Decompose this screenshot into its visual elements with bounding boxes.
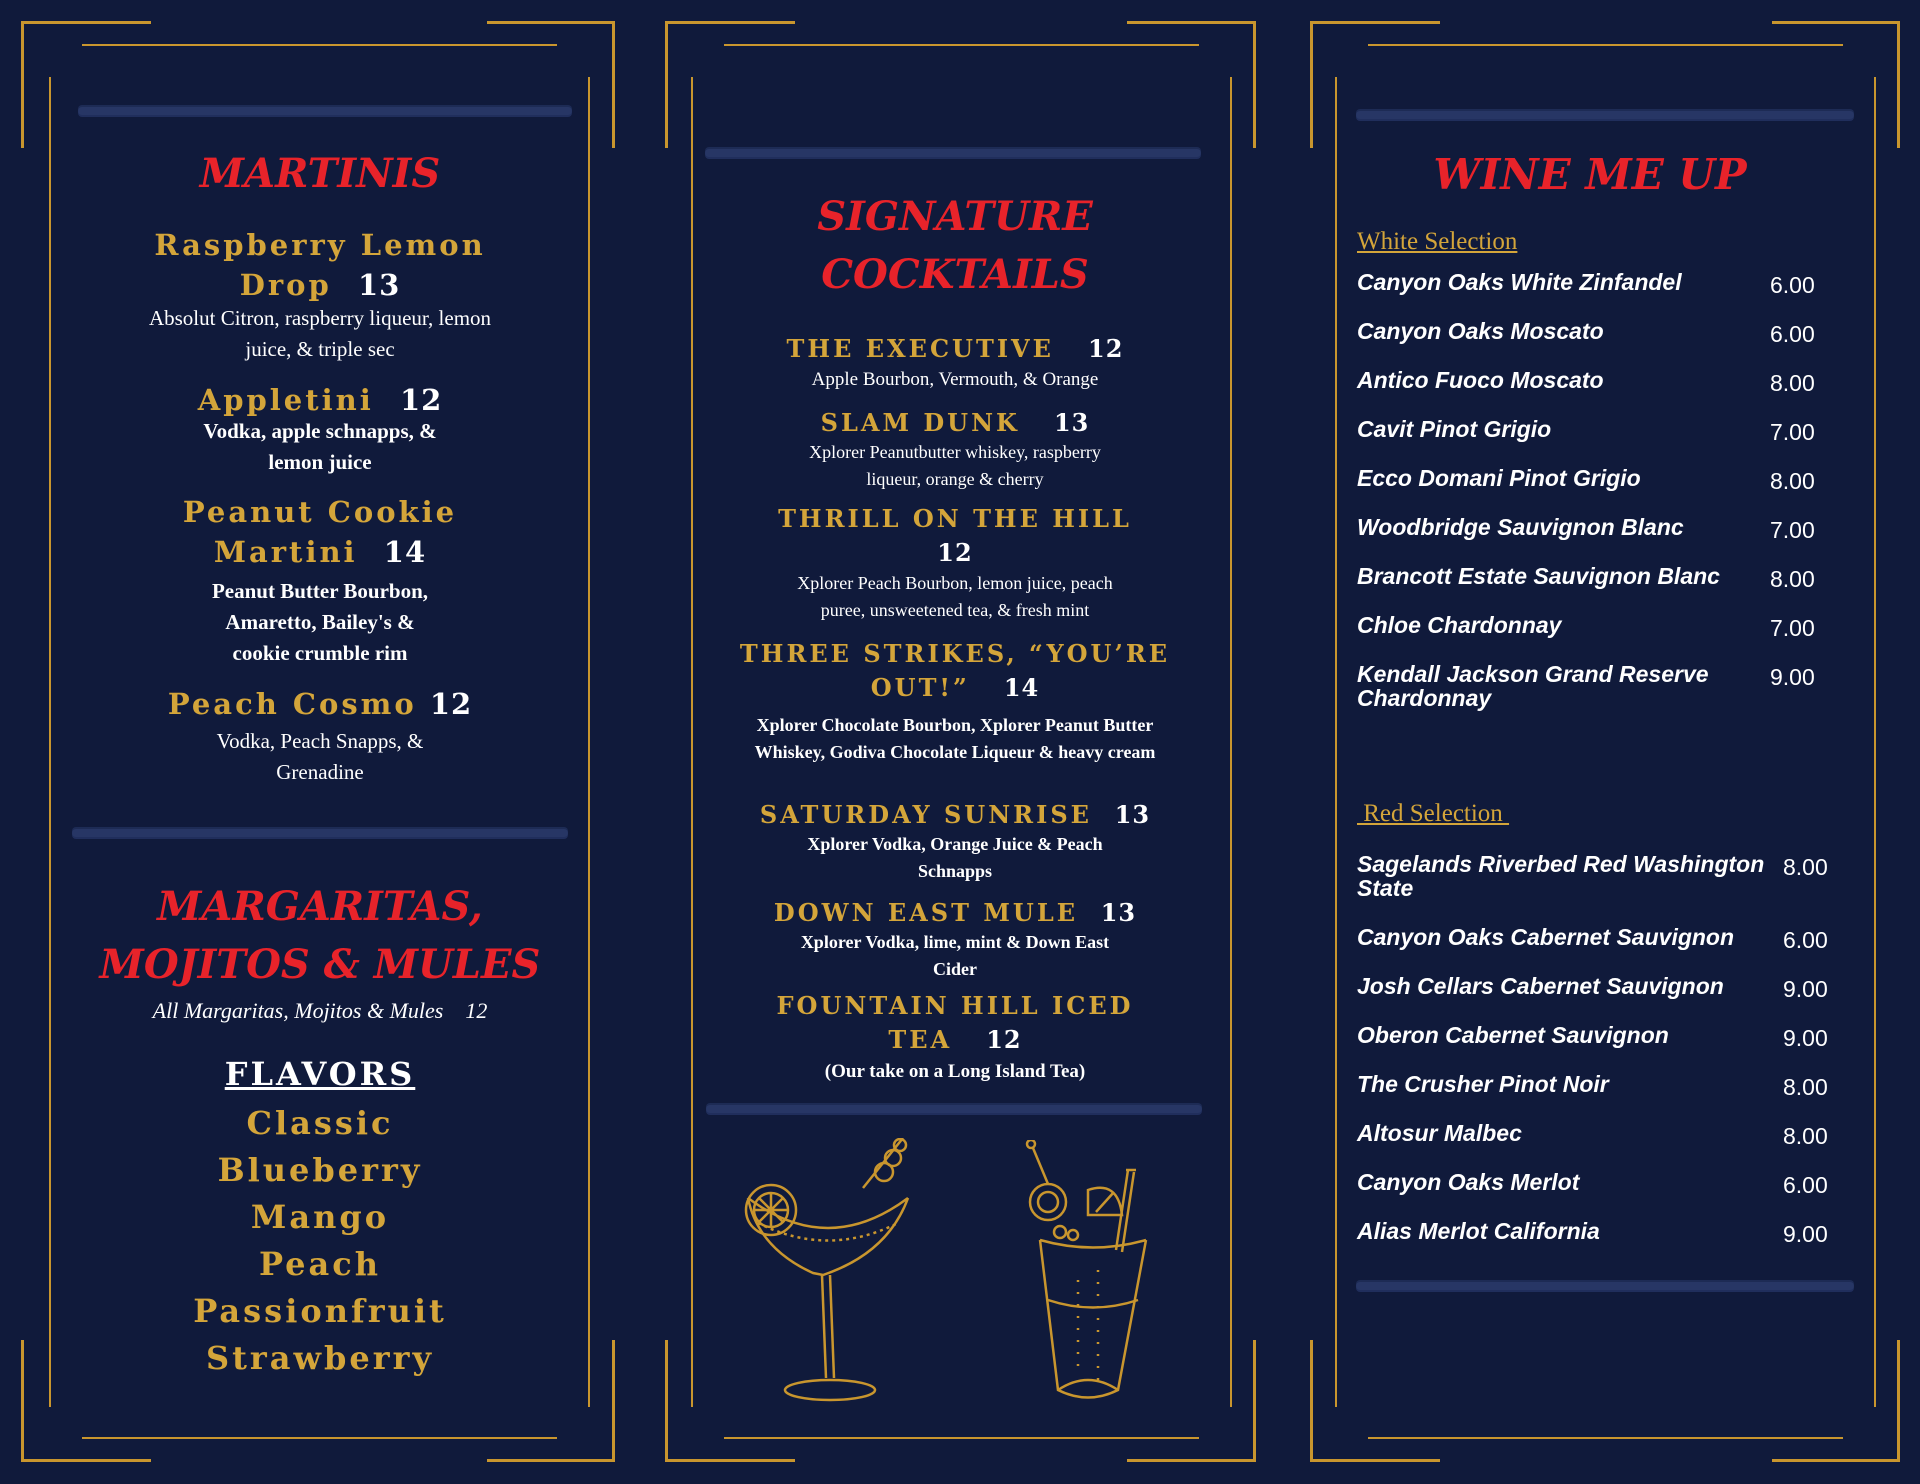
menu-item-name: [710, 989, 1200, 1057]
desc-line: Apple Bourbon, Vermouth, & Orange: [811, 369, 1099, 390]
item-name-line: Peach Cosmo: [167, 687, 417, 721]
desc-line: puree, unsweetened tea, & fresh mint: [820, 600, 1090, 620]
item-price: 13: [1100, 898, 1137, 927]
item-name-line: THRILL ON THE HILL: [778, 504, 1132, 533]
divider-brush: [78, 107, 572, 115]
menu-item-name: [70, 684, 570, 724]
margaritas-title: [70, 878, 570, 994]
wine-price: 8.00: [1770, 468, 1815, 494]
subtitle-text: All Margaritas, Mojitos & Mules: [152, 998, 444, 1023]
item-name-line: DOWN EAST MULE: [773, 898, 1078, 927]
item-price: 12: [429, 687, 473, 721]
wine-name: Alias Merlot California: [1357, 1218, 1600, 1244]
desc-line: liqueur, orange & cherry: [866, 469, 1044, 489]
flavor-item: Passionfruit: [193, 1292, 447, 1330]
menu-item-desc: [710, 366, 1200, 393]
menu-item-name: [70, 225, 570, 305]
desc-line: (Our take on a Long Island Tea): [824, 1061, 1086, 1082]
menu-item-name: [710, 502, 1200, 570]
desc-line: Cider: [933, 959, 977, 979]
item-name-line: TEA: [888, 1025, 953, 1054]
wine-price: 6.00: [1783, 1172, 1828, 1198]
wine-name: Antico Fuoco Moscato: [1357, 367, 1604, 393]
item-name-line: Raspberry Lemon: [154, 228, 486, 262]
wine-price: 8.00: [1770, 370, 1815, 396]
desc-line: Xplorer Vodka, Orange Juice & Peach: [807, 834, 1103, 854]
menu-item-name: [710, 637, 1200, 705]
wine-name: Kendall Jackson Grand Reserve Chardonnay: [1357, 661, 1709, 711]
wine-price: 6.00: [1783, 927, 1828, 953]
flavor-item: Mango: [250, 1198, 390, 1236]
menu-item-name: [710, 896, 1200, 930]
wine-name: Altosur Malbec: [1357, 1120, 1522, 1146]
item-price: 13: [1114, 800, 1151, 829]
item-name-line: OUT!”: [870, 673, 970, 702]
item-name-line: SATURDAY SUNRISE: [759, 800, 1092, 829]
desc-line: cookie crumble rim: [232, 641, 408, 665]
item-price: 12: [399, 383, 443, 417]
divider-brush: [1356, 1282, 1854, 1290]
item-price: 13: [1053, 408, 1090, 437]
menu-item-name: [70, 380, 570, 420]
wine-price: 8.00: [1770, 566, 1815, 592]
item-price: 14: [1003, 673, 1040, 702]
wine-price: 7.00: [1770, 517, 1815, 543]
desc-line: Xplorer Peanutbutter whiskey, raspberry: [809, 442, 1101, 462]
signature-title: [710, 188, 1200, 304]
divider-brush: [72, 829, 568, 837]
menu-item-desc: [710, 831, 1200, 885]
wine-name: Oberon Cabernet Sauvignon: [1357, 1022, 1669, 1048]
item-name-line: Appletini: [197, 383, 374, 417]
item-name-line: THE EXECUTIVE: [786, 334, 1054, 363]
menu-item-desc: [710, 570, 1200, 624]
menu-item-name: [710, 798, 1200, 832]
wine-title: WINE ME UP: [1433, 150, 1747, 199]
flavor-item: Blueberry: [217, 1151, 423, 1189]
menu-item-desc: [710, 712, 1200, 766]
margaritas-subtitle: [70, 998, 570, 1024]
desc-line: Amaretto, Bailey's &: [225, 610, 415, 634]
desc-line: Whiskey, Godiva Chocolate Liqueur & heavy cream: [754, 742, 1156, 762]
desc-line: Absolut Citron, raspberry liqueur, lemon: [148, 306, 492, 330]
divider-brush: [706, 1105, 1202, 1113]
wine-price: 7.00: [1770, 615, 1815, 641]
wine-name: Canyon Oaks White Zinfandel: [1357, 269, 1682, 295]
menu-item-desc: [710, 439, 1200, 493]
item-price: 12: [1088, 334, 1124, 363]
wine-price: 9.00: [1783, 976, 1828, 1002]
item-price: 13: [357, 268, 401, 302]
wine-price: 9.00: [1783, 1221, 1828, 1247]
divider-brush: [705, 149, 1201, 157]
item-name-line: Drop: [239, 268, 332, 302]
wine-name: The Crusher Pinot Noir: [1357, 1071, 1609, 1097]
menu-item-name: [710, 332, 1200, 366]
wine-name: Josh Cellars Cabernet Sauvignon: [1357, 973, 1724, 999]
white-selection-title: White Selection: [1357, 228, 1518, 255]
desc-line: Vodka, apple schnapps, &: [203, 419, 437, 443]
title-line: MOJITOS & MULES: [99, 941, 541, 988]
item-name-line: Peanut Cookie: [182, 495, 458, 529]
wine-name: Canyon Oaks Moscato: [1357, 318, 1604, 344]
desc-line: lemon juice: [268, 450, 372, 474]
menu-item-name: [70, 492, 570, 572]
title-line: SIGNATURE: [817, 193, 1093, 240]
wine-name: Canyon Oaks Cabernet Sauvignon: [1357, 924, 1735, 950]
wine-price: 6.00: [1770, 272, 1815, 298]
wine-price: 8.00: [1783, 1123, 1828, 1149]
item-name-line: Martini: [213, 535, 358, 569]
highball-glass-icon: [1018, 1140, 1168, 1410]
red-selection-title: Red Selection: [1357, 800, 1510, 827]
item-name-line: SLAM DUNK: [820, 408, 1020, 437]
menu-item-desc: [70, 726, 570, 788]
item-price: 12: [937, 538, 973, 567]
wine-price: 6.00: [1770, 321, 1815, 347]
item-price: 14: [383, 535, 427, 569]
title-line: MARGARITAS,: [157, 883, 483, 930]
wine-name: Sagelands Riverbed Red Washington State: [1357, 851, 1765, 901]
desc-line: Peanut Butter Bourbon,: [211, 579, 429, 603]
item-price: 12: [465, 998, 488, 1023]
title-line: COCKTAILS: [821, 251, 1089, 298]
wine-name: Canyon Oaks Merlot: [1357, 1169, 1580, 1195]
flavors-title: FLAVORS: [224, 1055, 416, 1093]
desc-line: Xplorer Chocolate Bourbon, Xplorer Peanut Butter: [756, 715, 1154, 735]
desc-line: juice, & triple sec: [245, 337, 395, 361]
wine-name: Cavit Pinot Grigio: [1357, 416, 1552, 442]
wine-price: 9.00: [1783, 1025, 1828, 1051]
flavor-item: Classic: [246, 1104, 394, 1142]
wine-price: 8.00: [1783, 854, 1828, 880]
menu-item-desc: [70, 416, 570, 478]
wine-price: 9.00: [1770, 664, 1815, 690]
divider-brush: [1356, 111, 1854, 119]
desc-line: Grenadine: [276, 760, 364, 784]
martinis-title: MARTINIS: [199, 150, 441, 197]
item-name-line: FOUNTAIN HILL ICED: [776, 991, 1134, 1020]
menu-item-desc: [710, 929, 1200, 983]
wine-price: 7.00: [1770, 419, 1815, 445]
menu-item-desc: [70, 303, 570, 365]
flavors-list: [70, 1100, 570, 1382]
item-price: 12: [986, 1025, 1022, 1054]
menu-item-desc: [710, 1058, 1200, 1085]
menu-item-desc: [70, 576, 570, 669]
margarita-glass-icon: [738, 1138, 918, 1408]
menu-item-name: [710, 406, 1200, 440]
desc-line: Xplorer Vodka, lime, mint & Down East: [800, 932, 1110, 952]
desc-line: Vodka, Peach Snapps, &: [216, 729, 424, 753]
wine-name: Chloe Chardonnay: [1357, 612, 1562, 638]
flavor-item: Strawberry: [205, 1339, 435, 1377]
desc-line: Schnapps: [917, 861, 993, 881]
wine-price: 8.00: [1783, 1074, 1828, 1100]
wine-name: Woodbridge Sauvignon Blanc: [1357, 514, 1684, 540]
wine-name: Brancott Estate Sauvignon Blanc: [1357, 563, 1720, 589]
wine-name: Ecco Domani Pinot Grigio: [1357, 465, 1641, 491]
flavor-item: Peach: [258, 1245, 382, 1283]
desc-line: Xplorer Peach Bourbon, lemon juice, peach: [797, 573, 1113, 593]
item-name-line: THREE STRIKES, “YOU’RE: [739, 639, 1171, 668]
